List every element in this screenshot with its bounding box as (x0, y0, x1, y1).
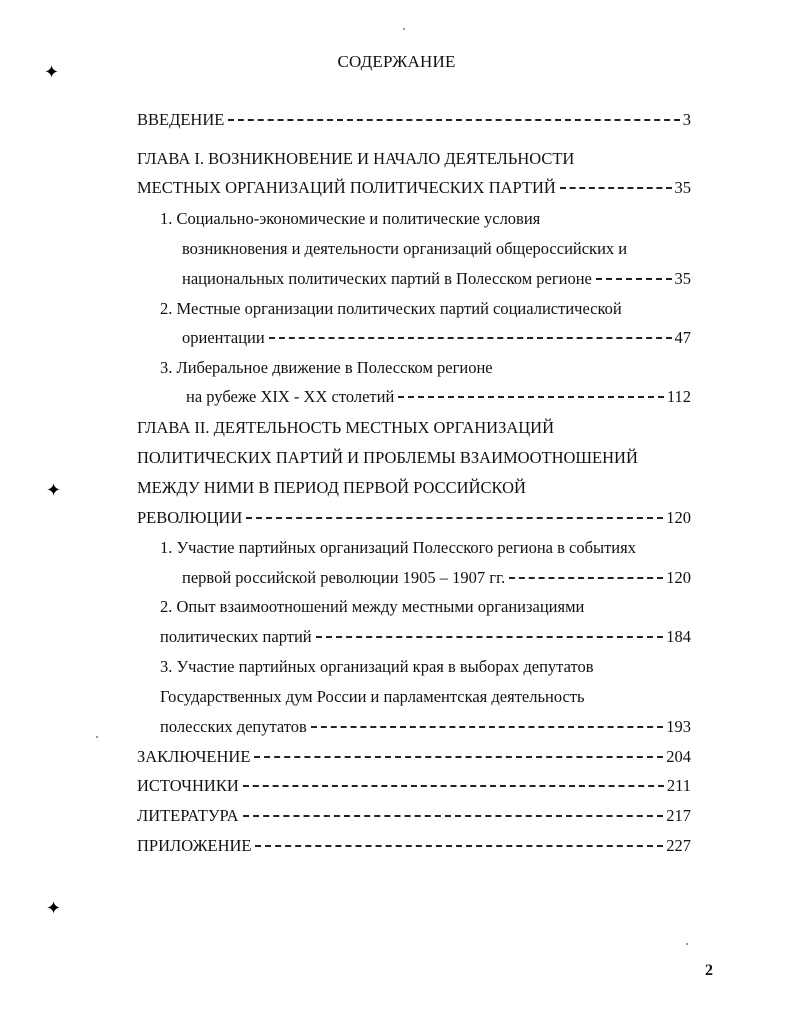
toc-page-number: 211 (666, 776, 691, 795)
toc-entry-text: полесских депутатов (160, 717, 307, 736)
toc-entry-text: 1. Участие партийных организаций Полесского региона в событиях (160, 538, 636, 557)
dot-leader (398, 384, 664, 398)
dot-leader (254, 744, 663, 758)
toc-entry-text: 2. Опыт взаимоотношений между местными организациями (160, 597, 585, 616)
toc-entry-text: политических партий (160, 627, 312, 646)
toc-entry-text: ЛИТЕРАТУРА (137, 806, 239, 825)
toc-entry-text: национальных политических партий в Полесском регионе (182, 269, 592, 288)
toc-entry-text: ПОЛИТИЧЕСКИХ ПАРТИЙ И ПРОБЛЕМЫ ВЗАИМООТНОШЕНИЙ (137, 448, 638, 467)
toc-entry-text: ЗАКЛЮЧЕНИЕ (137, 747, 251, 766)
toc-chapter-heading (137, 417, 554, 439)
toc-entry-chapter-1[interactable] (137, 177, 691, 199)
toc-page-number: 193 (666, 717, 691, 736)
toc-entry-literature[interactable] (137, 805, 691, 827)
toc-entry-text: ВВЕДЕНИЕ (137, 110, 225, 129)
toc-entry-text: МЕЖДУ НИМИ В ПЕРИОД ПЕРВОЙ РОССИЙСКОЙ (137, 478, 526, 497)
toc-entry-text: ПРИЛОЖЕНИЕ (137, 836, 252, 855)
toc-subentry-line (160, 686, 585, 708)
toc-entry-sources[interactable] (137, 775, 691, 797)
toc-entry-text: 3. Участие партийных организаций края в выборах депутатов (160, 657, 594, 676)
scan-speck (403, 28, 405, 30)
punch-mark-icon: ✦ (46, 480, 62, 501)
toc-entry-section-1-2[interactable] (182, 327, 691, 349)
toc-page-number: 35 (674, 178, 691, 197)
toc-entry-text: 2. Местные организации политических партий социалистической (160, 299, 622, 318)
dot-leader (596, 266, 672, 280)
toc-page-number: 47 (674, 328, 691, 347)
toc-entry-section-1-1[interactable] (182, 268, 691, 290)
dot-leader (246, 505, 663, 519)
scan-speck (686, 943, 688, 945)
toc-subentry-line (160, 537, 636, 559)
page-number: 2 (705, 962, 713, 979)
toc-chapter-heading (137, 477, 526, 499)
toc-entry-text: Государственных дум России и парламентская деятельность (160, 687, 585, 706)
toc-subentry-line (160, 208, 540, 230)
toc-entry-appendix[interactable] (137, 835, 691, 857)
toc-entry-text: 1. Социально-экономические и политические условия (160, 209, 541, 228)
dot-leader (243, 803, 664, 817)
dot-leader (255, 833, 663, 847)
dot-leader (316, 624, 664, 638)
toc-page-number: 120 (666, 568, 691, 587)
dot-leader (269, 325, 672, 339)
toc-entry-text: на рубеже XIX - XX столетий (186, 387, 395, 406)
toc-entry-text: возникновения и деятельности организаций общероссийских и (182, 239, 628, 258)
toc-entry-text: ГЛАВА I. ВОЗНИКНОВЕНИЕ И НАЧАЛО ДЕЯТЕЛЬНОСТИ (137, 149, 575, 168)
toc-entry-text: МЕСТНЫХ ОРГАНИЗАЦИЙ ПОЛИТИЧЕСКИХ ПАРТИЙ (137, 178, 556, 197)
toc-page-number: 217 (666, 806, 691, 825)
toc-subentry-line (160, 596, 584, 618)
page-title: СОДЕРЖАНИЕ (337, 52, 456, 71)
toc-entry-text: 3. Либеральное движение в Полесском регионе (160, 358, 493, 377)
toc-entry-text: ГЛАВА II. ДЕЯТЕЛЬНОСТЬ МЕСТНЫХ ОРГАНИЗАЦИЙ (137, 418, 555, 437)
toc-subentry-line (160, 357, 493, 379)
toc-page-number: 120 (666, 508, 691, 527)
toc-chapter-heading (137, 148, 574, 170)
dot-leader (560, 175, 672, 189)
toc-entry-chapter-2[interactable] (137, 507, 691, 529)
toc-entry-text: РЕВОЛЮЦИИ (137, 508, 243, 527)
dot-leader (509, 565, 663, 579)
dot-leader (311, 714, 663, 728)
toc-entry-conclusion[interactable] (137, 746, 691, 768)
toc-entry-section-2-3[interactable] (160, 716, 691, 738)
toc-page-number: 227 (666, 836, 691, 855)
toc-entry-section-2-2[interactable] (160, 626, 691, 648)
toc-subentry-line (160, 656, 594, 678)
punch-mark-icon: ✦ (46, 898, 62, 919)
punch-mark-icon: ✦ (44, 62, 60, 83)
toc-entry-text: ориентации (182, 328, 265, 347)
toc-chapter-heading (137, 447, 638, 469)
toc-page-number: 204 (666, 747, 691, 766)
toc-entry-text: ИСТОЧНИКИ (137, 776, 239, 795)
toc-subentry-line (160, 298, 622, 320)
toc-subentry-line (182, 238, 627, 260)
toc-page-number: 35 (674, 269, 691, 288)
scan-speck (96, 736, 98, 738)
dot-leader (228, 107, 679, 121)
toc-entry-section-1-3[interactable] (186, 386, 691, 408)
toc-page-number: 112 (666, 387, 691, 406)
toc-entry-intro[interactable] (137, 109, 691, 131)
dot-leader (243, 773, 664, 787)
toc-page-number: 3 (682, 110, 691, 129)
toc-entry-section-2-1[interactable] (182, 567, 691, 589)
toc-page-number: 184 (666, 627, 691, 646)
toc-entry-text: первой российской революции 1905 – 1907 гг. (182, 568, 506, 587)
